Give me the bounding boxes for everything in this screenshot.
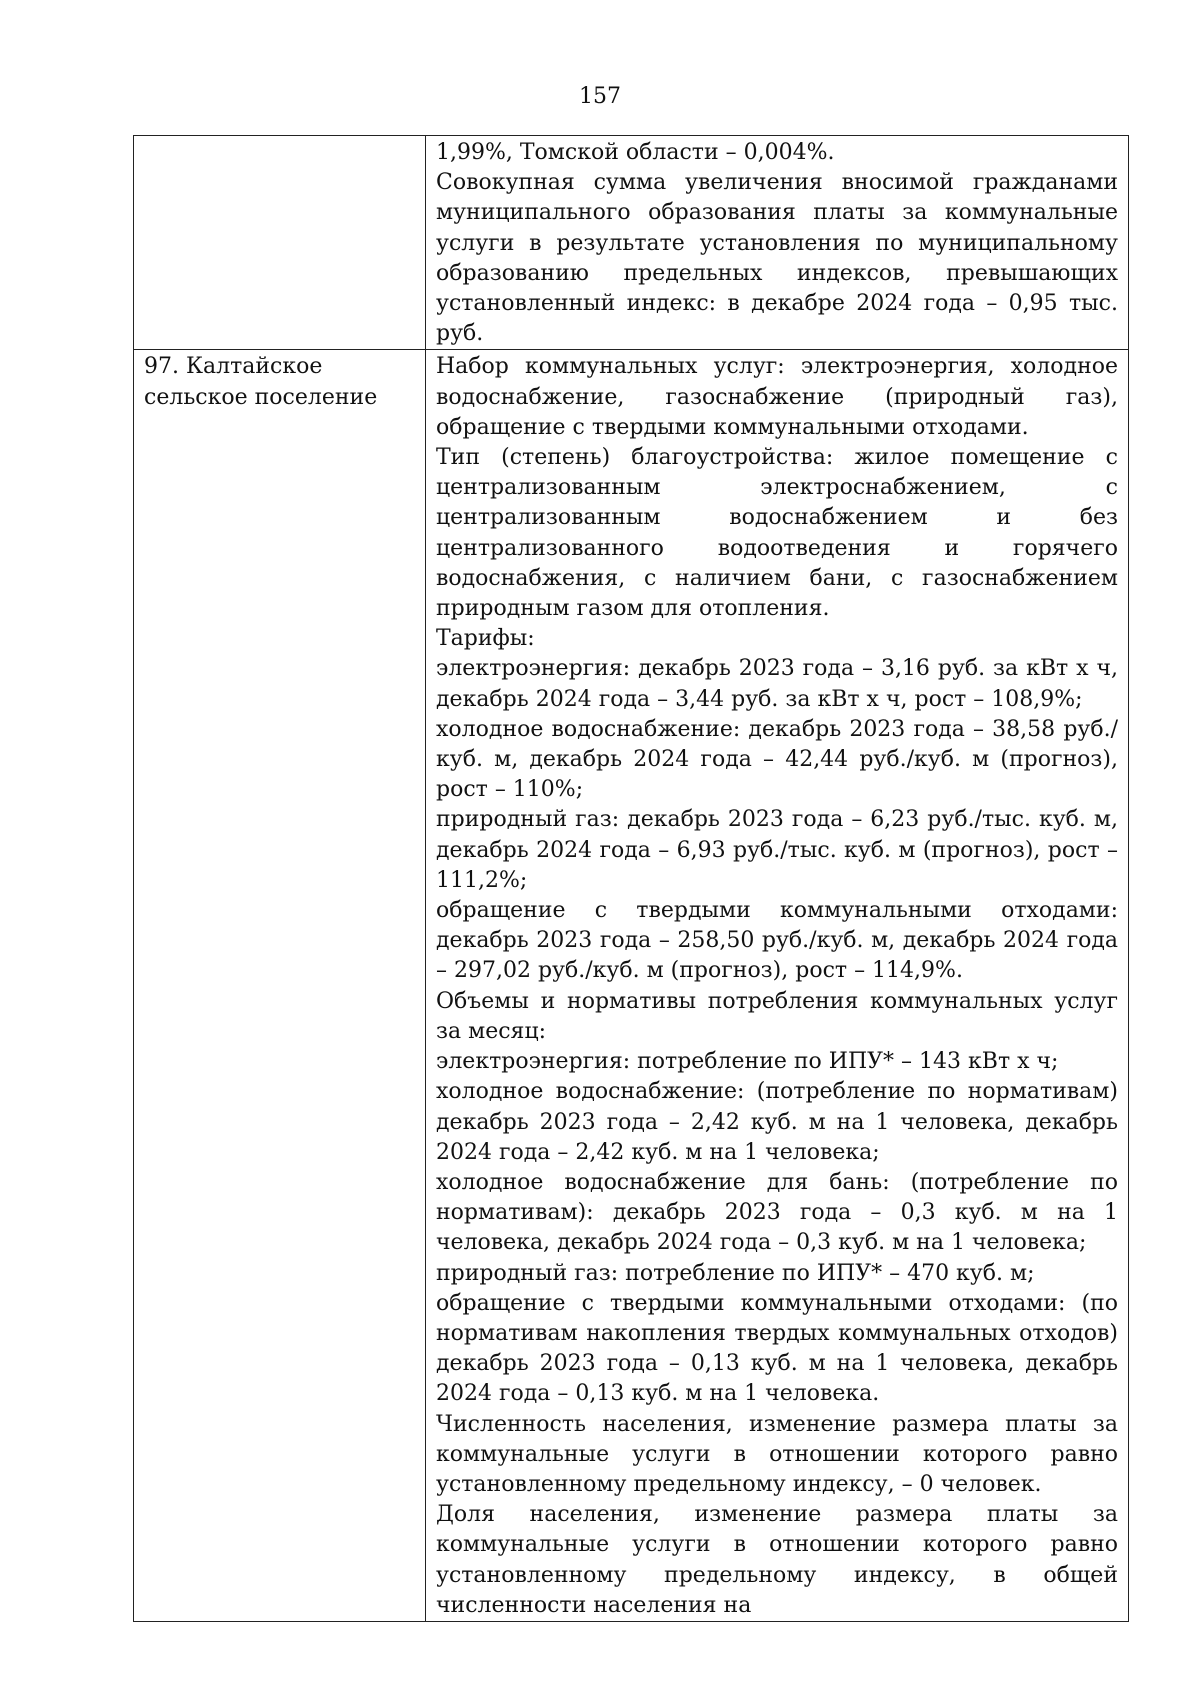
paragraph: природный газ: потребление по ИПУ* – 470 куб. м;: [436, 1260, 1035, 1286]
paragraph: обращение с твердыми коммунальными отходами: (по нормативам накопления твердых коммунальных отходов) декабрь 2023 года – 0,13 куб. м на 1 человека, декабрь 2024 года – 0,13 куб. м на 1 человека.: [436, 1290, 1118, 1407]
table-row: [134, 350, 1129, 1622]
paragraph: холодное водоснабжение для бань: (потребление по нормативам): декабрь 2023 года – 0,3 куб. м на 1 человека, декабрь 2024 года – 0,3 куб. м на 1 человека;: [436, 1169, 1118, 1256]
paragraph: Тарифы:: [436, 626, 535, 652]
municipality-name: 97. Калтайское сельское поселение: [144, 354, 378, 410]
paragraph: природный газ: декабрь 2023 года – 6,23 руб./тыс. куб. м, декабрь 2024 года – 6,93 руб./тыс. куб. м (прогноз), рост – 111,2%;: [436, 807, 1118, 893]
tariff-table: [133, 135, 1129, 1622]
paragraph: холодное водоснабжение: декабрь 2023 года – 38,58 руб./куб. м, декабрь 2024 года – 42,44 руб./куб. м (прогноз), рост – 110%;: [436, 716, 1118, 803]
paragraph: Совокупная сумма увеличения вносимой гражданами муниципального образования платы за коммунальные услуги в результате установления по муниципальному образованию предельных индексов, превышающих установленный индекс: в декабре 2024 года – 0,95 тыс. руб.: [436, 170, 1118, 347]
paragraph: холодное водоснабжение: (потребление по нормативам) декабрь 2023 года – 2,42 куб. м на 1 человека, декабрь 2024 года – 2,42 куб. м на 1 человека;: [436, 1079, 1118, 1165]
paragraph: Численность населения, изменение размера платы за коммунальные услуги в отношении которого равно установленному предельному индексу, – 0 человек.: [436, 1411, 1118, 1497]
paragraph: Тип (степень) благоустройства: жилое помещение с централизованным электроснабжением, с централизованным водоснабжением и без централизованного водоотведения и горячего водоснабжения, с наличием бани, с газоснабжением природным газом для отопления.: [436, 445, 1118, 622]
paragraph: 1,99%, Томской области – 0,004%.: [436, 140, 835, 165]
municipality-cell: [134, 350, 426, 1622]
paragraph: Набор коммунальных услуг: электроэнергия, холодное водоснабжение, газоснабжение (природный газ), обращение с твердыми коммунальными отходами.: [436, 354, 1118, 440]
paragraph: электроэнергия: потребление по ИПУ* – 143 кВт x ч;: [436, 1049, 1059, 1075]
municipality-cell: [134, 136, 426, 350]
paragraph: Доля населения, изменение размера платы за коммунальные услуги в отношении которого равно установленному предельному индексу, в общей численности населения на: [436, 1502, 1118, 1618]
description-cell: [426, 350, 1129, 1622]
description-cell: [426, 136, 1129, 350]
paragraph: обращение с твердыми коммунальными отходами: декабрь 2023 года – 258,50 руб./куб. м, декабрь 2024 года – 297,02 руб./куб. м (прогноз), рост – 114,9%.: [436, 898, 1118, 984]
paragraph: электроэнергия: декабрь 2023 года – 3,16 руб. за кВт x ч, декабрь 2024 года – 3,44 руб. за кВт x ч, рост – 108,9%;: [436, 656, 1118, 712]
page-number: 157: [579, 84, 621, 109]
table-row: [134, 136, 1129, 350]
paragraph: Объемы и нормативы потребления коммунальных услуг за месяц:: [436, 988, 1118, 1044]
